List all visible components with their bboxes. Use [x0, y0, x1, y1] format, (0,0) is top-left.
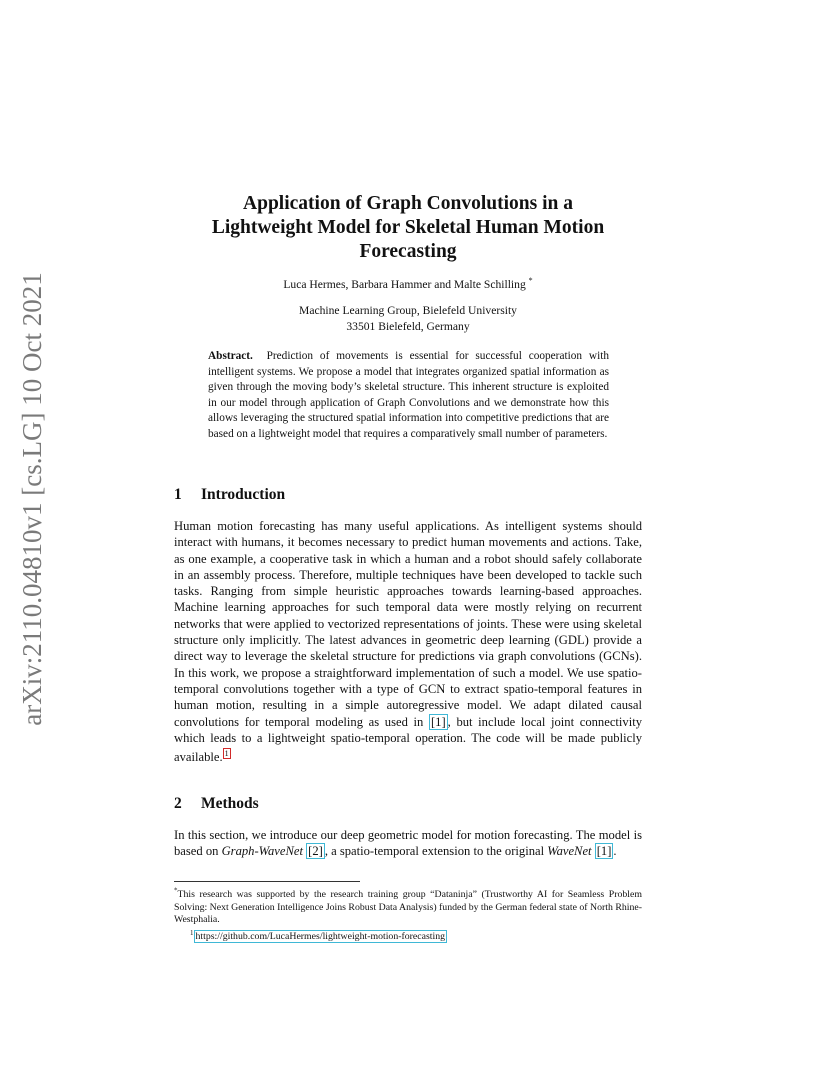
section-1-number: 1 — [174, 486, 182, 503]
affiliation — [174, 303, 642, 335]
graph-wavenet-term: Graph-WaveNet — [221, 844, 303, 859]
citation-link-1[interactable]: [1] — [430, 714, 446, 729]
affiliation-line-2: 33501 Bielefeld, Germany — [346, 320, 470, 333]
section-2-title: Methods — [201, 795, 259, 812]
footnote-rule — [174, 881, 360, 882]
footnote-code-mark: 1 — [190, 929, 194, 938]
code-repo-link[interactable]: https://github.com/LucaHermes/lightweight-motion-forecasting — [195, 931, 445, 943]
intro-text-a: Human motion forecasting has many useful applications. As intelligent systems should interact with humans, it becomes necessary to predict human movements and actions. Take, as one example, a cooperative task in which a human and a robot should safely collaborate in an assembly process. Therefore, multiple techniques have been developed to tackle such tasks. Ranging from simple heuristic approaches towards learning-based approaches. Machine learning approaches for such temporal data were mostly relying on recurrent networks that were applied to vectorized representations of joints. These were using skeletal structure only implicitly. The latest advances in geometric deep learning (GDL) provide a direct way to leverage the skeletal structure for predictions via graph convolutions (GCNs). In this work, we propose a straightforward implementation of such a model. We use spatio-temporal convolutions together with a type of GCN to extract spatio-temporal features in human motion, resulting in a simple autoregressive model. We adapt dilated causal convolutions for temporal modeling as used in — [174, 519, 642, 729]
paper-title — [174, 192, 642, 264]
title-line-1: Application of Graph Convolutions in a — [243, 193, 573, 214]
footnote-code-url — [174, 927, 642, 944]
section-heading-methods — [174, 795, 259, 813]
footnote-funding-text: This research was supported by the research training group “Dataninja” (Trustworthy AI for Seamless Problem Solving: Next Generation Intelligence Joins Robust Data Analysis) funded by the German federal state of North Rhine-Westphalia. — [174, 889, 642, 925]
citation-link-2[interactable]: [2] — [308, 844, 323, 859]
abstract-label: Abstract — [208, 350, 251, 362]
footnote-funding — [174, 889, 642, 925]
authors-text: Luca Hermes, Barbara Hammer and Malte Schilling — [283, 277, 526, 291]
footnotes — [174, 885, 642, 944]
citation-link-1b[interactable]: [1] — [596, 844, 612, 859]
section-2-number: 2 — [174, 795, 182, 812]
methods-text-b: , a spatio-temporal extension to the original — [324, 844, 548, 859]
intro-text-b: , but include local joint connectivity which leads to a lightweight spatio-temporal operation. The code will be made publicly available. — [174, 714, 642, 765]
methods-paragraph — [174, 827, 642, 860]
footnote-funding-mark: * — [174, 887, 178, 895]
abstract-text: Prediction of movements is essential for successful cooperation with intelligent systems. We propose a model that integrates organized spatial information as given through the moving body’s skeletal structure. This inherent structure is exploited in our model through application of Graph Convolutions and we demonstrate how this allows leveraging the structured spatial information into competitive predictions that are based on a lightweight model that requires a comparatively small number of parameters. — [208, 350, 609, 440]
section-1-title: Introduction — [201, 486, 286, 503]
methods-text-c: . — [613, 844, 617, 859]
arxiv-side-stamp: arXiv:2110.04810v1 [cs.LG] 10 Oct 2021 — [17, 272, 47, 726]
abstract: Abstract. Prediction of movements is essential for successful cooperation with intelligent systems. We propose a model that integrates organized spatial information as given through the moving body’s skeletal structure. This inherent structure is exploited in our model through application of Graph Convolutions and we demonstrate how this allows leveraging the structured spatial information into competitive predictions that are based on a lightweight model that requires a comparatively small number of parameters. — [208, 350, 609, 440]
wavenet-term: WaveNet — [547, 844, 592, 859]
affiliation-line-1: Machine Learning Group, Bielefeld University — [299, 304, 517, 317]
author-footnote-mark[interactable]: * — [528, 276, 533, 285]
methods-text-a: In this section, we introduce our deep geometric model for motion forecasting. The model is based on — [174, 828, 642, 859]
introduction-paragraph — [174, 518, 642, 766]
title-line-3: Forecasting — [359, 241, 457, 262]
footnote-link-1[interactable]: 1 — [224, 749, 229, 759]
title-line-2: Lightweight Model for Skeletal Human Motion — [211, 217, 605, 238]
author-list — [174, 276, 642, 291]
section-heading-introduction — [174, 486, 285, 504]
